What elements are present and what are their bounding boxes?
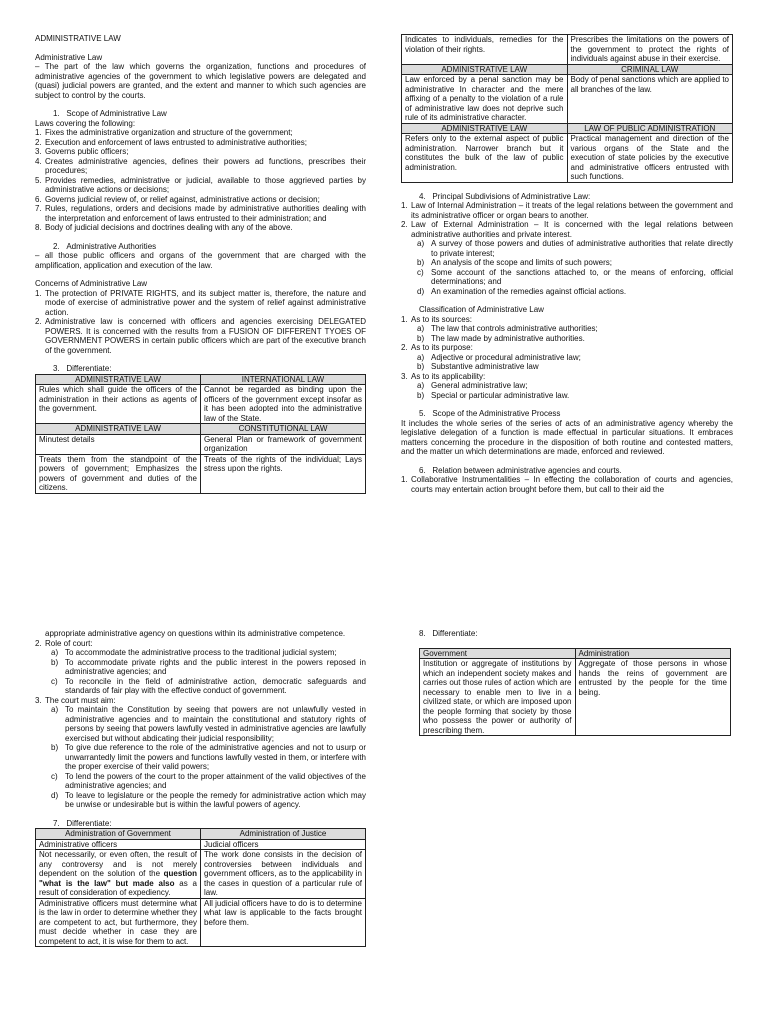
sub-list-item: d) An examination of the remedies against official actions. xyxy=(411,287,733,297)
list-item: 6. Governs judicial review of, or relief against, administrative actions or decision; xyxy=(35,195,366,205)
relation-heading: 6. Relation between administrative agencies and courts. xyxy=(419,465,622,475)
sub-list-item: b) To give due reference to the role of the administrative agencies and not to usurp or unwarrantedly limit the powers and functions lawfully vested in them, or interfere with the proper exercise of their valid powers; xyxy=(45,743,366,772)
table-header-row xyxy=(402,123,733,134)
list-item: 1. The protection of PRIVATE RIGHTS, and its subject matter is, therefore, the nature and mode of exercise of administrative power and the system of relief against administrative action. xyxy=(35,289,366,318)
document-title: ADMINISTRATIVE LAW xyxy=(35,34,121,43)
concerns-list xyxy=(35,289,366,356)
table-row xyxy=(36,898,366,947)
list-item-text: As to its purpose: xyxy=(411,343,473,352)
table-cell: Practical management and direction of the various organs of the State and the execution of state policies by the executive and administrative officers entrusted with such functions. xyxy=(567,134,733,183)
sub-list-item: b) Special or particular administrative law. xyxy=(411,391,733,401)
differentiate-3-table xyxy=(35,374,366,494)
sub-list xyxy=(411,353,733,372)
table-cell: Judicial officers xyxy=(201,839,366,850)
table-cell: Institution or aggregate of institutions by which an independent society makes and carries out those rules of action which are necessary to enable men to live in a civilized state, or which are imposed upon the people forming that society by those who possess the power or authority of prescribing them. xyxy=(420,659,576,736)
table-header-row xyxy=(36,829,366,840)
sub-list-item: a) Adjective or procedural administrative law; xyxy=(411,353,733,363)
page1-right-column xyxy=(401,34,733,494)
table-cell xyxy=(36,850,201,899)
sub-list-item: a) To accommodate the administrative process to the traditional judicial system; xyxy=(45,648,366,658)
list-item: 3. Governs public officers; xyxy=(35,147,366,157)
list-item-text: Law of External Administration – It is concerned with the legal relations between administrative authorities and private interest. xyxy=(411,220,733,239)
sub-list-item: d) To leave to legislature or the people the remedy for administrative action which may be unwise or undesirable but is within the lawful powers of agency. xyxy=(45,791,366,810)
differentiate-8-table xyxy=(419,648,731,737)
table-cell: Rules which shall guide the officers of the administration in their actions as agents of the government. xyxy=(36,385,201,424)
process-heading: 5. Scope of the Administrative Process xyxy=(419,409,561,418)
table-cell: Body of penal sanctions which are applied to all branches of the law. xyxy=(567,75,733,124)
table-cell: Cannot be regarded as binding upon the officers of the government except insofar as it has been adopted into the administrative law of the State. xyxy=(201,385,366,424)
table-row xyxy=(402,134,733,183)
table-cell: LAW OF PUBLIC ADMINISTRATION xyxy=(567,123,733,134)
table-cell: ADMINISTRATIVE LAW xyxy=(36,424,201,435)
table-cell: CRIMINAL LAW xyxy=(567,64,733,75)
table-row xyxy=(420,659,731,736)
sub-list-item: a) A survey of those powers and duties of administrative authorities that relate directly to private interest; xyxy=(411,239,733,258)
relation-continued-text: appropriate administrative agency on questions within its administrative competence. xyxy=(45,629,346,638)
table-row xyxy=(36,454,366,493)
cell-text: as a result of consideration of expediency. xyxy=(39,878,197,897)
list-item: 7. Rules, regulations, orders and decisions made by administrative authorities dealing with the interpretation and enforcement of laws entrusted to their administration; and xyxy=(35,204,366,223)
sub-list-item: b) To accommodate private rights and the public interest in the powers reposed in administrative agencies; and xyxy=(45,658,366,677)
table-cell: INTERNATIONAL LAW xyxy=(201,374,366,385)
table-row xyxy=(402,35,733,65)
table-row xyxy=(36,839,366,850)
list-item xyxy=(401,220,733,296)
subdivisions-heading: 4. Principal Subdivisions of Administrative Law: xyxy=(419,191,591,201)
classification-list xyxy=(401,315,733,401)
table-cell: All judicial officers have to do is to determine what law is applicable to the facts brought before them. xyxy=(201,898,366,947)
authorities-text: – all those public officers and organs of the government that are charged with the amplification, application and execution of the law. xyxy=(35,251,366,270)
table-cell: Treats them from the standpoint of the powers of government; Emphasizes the powers of government and duties of the citizens. xyxy=(36,454,201,493)
table-cell: General Plan or framework of government organization xyxy=(201,434,366,454)
table-row xyxy=(402,75,733,124)
list-item: 2. Administrative law is concerned with officers and agencies exercising DELEGATED POWERS. It is concerned with the results from a FUSION OF DIFFERENT TYOES OF GOVERNMENT POWERS in certain public officers which are part of the executive branch of the government. xyxy=(35,317,366,355)
list-item: 8. Body of judicial decisions and doctrines dealing with any of the above. xyxy=(35,223,366,233)
page2-left-column xyxy=(35,629,366,947)
table-cell: Law enforced by a penal sanction may be administrative In character and the mere affixing of a penalty to the violation of a rule of administrative law does not deprive such rule of its administrative character. xyxy=(402,75,568,124)
table-cell: Refers only to the external aspect of public administration. Narrower branch but it constitutes the bulk of the law of public administration. xyxy=(402,134,568,183)
list-item xyxy=(35,696,366,810)
concerns-heading: Concerns of Administrative Law xyxy=(35,279,148,288)
table-cell: ADMINISTRATIVE LAW xyxy=(402,64,568,75)
list-item-text: Role of court: xyxy=(45,638,93,648)
list-item: 1. Fixes the administrative organization and structure of the government; xyxy=(35,128,366,138)
scope-heading: 1. Scope of Administrative Law xyxy=(53,109,167,118)
sub-list xyxy=(45,705,366,810)
cell-text: Not necessarily, or even often, the result of any controversy and is not merely dependent on the solution of the xyxy=(39,850,197,878)
list-item: 2. Execution and enforcement of laws entrusted to administrative authorities; xyxy=(35,138,366,148)
table-row xyxy=(36,434,366,454)
differentiate-7-heading: 7. Differentiate: xyxy=(53,818,112,828)
definition-text: – The part of the law which governs the organization, functions and procedures of administrative agencies of the government to which legislative powers are delegated and (quasi) judicial powers are granted, and the extent and manner to which such agencies are subject to control by the courts. xyxy=(35,62,366,100)
list-item: 1. Collaborative Instrumentalities – In effecting the collaboration of courts and agencies, courts may entertain action brought before them, but call to their aid the xyxy=(401,475,733,494)
sub-list-item: a) The law that controls administrative authorities; xyxy=(411,324,733,334)
differentiate-3-table-continued xyxy=(401,34,733,183)
table-cell: ADMINISTRATIVE LAW xyxy=(36,374,201,385)
page2-right-column xyxy=(401,629,733,736)
sub-list-item: b) An analysis of the scope and limits of such powers; xyxy=(411,258,733,268)
table-row xyxy=(36,385,366,424)
sub-list xyxy=(411,381,733,400)
table-cell: Indicates to individuals, remedies for the violation of their rights. xyxy=(402,35,568,65)
relation-list xyxy=(401,475,733,494)
table-header-row xyxy=(402,64,733,75)
list-item xyxy=(401,315,733,344)
scope-intro: Laws covering the following: xyxy=(35,118,136,128)
sub-list-item: c) Some account of the sanctions attached to, or the means of enforcing, official determinations; and xyxy=(411,268,733,287)
list-item-text: As to its sources: xyxy=(411,314,472,324)
table-cell: Aggregate of those persons in whose hands the reins of government are entrusted by the people for the time being. xyxy=(575,659,731,736)
table-header-row xyxy=(36,424,366,435)
table-cell: ADMINISTRATIVE LAW xyxy=(402,123,568,134)
table-cell: Administration xyxy=(575,648,731,659)
table-cell: Administrative officers must determine what is the law in order to determine whether they are competent to act, but furthermore, they must decide whether in case they are competent to act, it is wise for them to act. xyxy=(36,898,201,947)
sub-list-item: c) To lend the powers of the court to the proper attainment of the valid objectives of the administrative agencies; and xyxy=(45,772,366,791)
classification-heading: Classification of Administrative Law xyxy=(419,305,544,314)
table-cell: Administration of Government xyxy=(36,829,201,840)
scope-list xyxy=(35,128,366,233)
sub-list-item: a) To maintain the Constitution by seeing that powers are not unlawfully vested in administrative agencies and to maintain the constitutional and statutory rights of persons by seeing that powers lawfully vested in administrative agencies are lawfully exercised but without abdicating their judicial responsibility; xyxy=(45,705,366,743)
sub-list-item: b) Substantive administrative law xyxy=(411,362,733,372)
table-cell: CONSTITUTIONAL LAW xyxy=(201,424,366,435)
list-item xyxy=(401,372,733,401)
list-item: 1. Law of Internal Administration – it treats of the legal relations between the government and its administrative officer or organ bears to another. xyxy=(401,201,733,220)
sub-list xyxy=(45,648,366,696)
process-text: It includes the whole series of the series of acts of an administrative agency whereby the legislative delegation of a function is made effectual in particular situations. It embraces matters concerning the procedure in the disposition of both routine and contested matters, and the matter un which determinations are made, enforced and reviewed. xyxy=(401,418,733,456)
court-list xyxy=(35,639,366,810)
differentiate-3-heading: 3. Differentiate: xyxy=(53,364,112,373)
authorities-heading: 2. Administrative Authorities xyxy=(53,241,157,251)
table-header-row xyxy=(420,648,731,659)
list-item-text: As to its applicability: xyxy=(411,371,486,381)
subdivisions-list xyxy=(401,201,733,296)
cell-text-bold: question "what is the law" but made also xyxy=(39,869,197,888)
sub-list-item: b) The law made by administrative authorities. xyxy=(411,334,733,344)
page1-left-column xyxy=(35,34,366,494)
table-row xyxy=(36,850,366,899)
table-cell: Prescribes the limitations on the powers of the government to protect the rights of individuals against abuse in their exercise. xyxy=(567,35,733,65)
sub-list-item: a) General administrative law; xyxy=(411,381,733,391)
table-header-row xyxy=(36,374,366,385)
table-cell: Minutest details xyxy=(36,434,201,454)
table-cell: The work done consists in the decision of controversies between individuals and government officers, as to the applicability in the cases in question of a particular rule of law. xyxy=(201,850,366,899)
list-item: 5. Provides remedies, administrative or judicial, available to those aggrieved parties by administrative actions or decisions; xyxy=(35,176,366,195)
table-cell: Government xyxy=(420,648,576,659)
sub-list xyxy=(411,239,733,296)
list-item-text: The court must aim: xyxy=(45,695,116,705)
table-cell: Administration of Justice xyxy=(201,829,366,840)
list-item xyxy=(35,639,366,696)
sub-list-item: c) To reconcile in the field of administrative action, democratic safeguards and standards of fair play with the effective conduct of government. xyxy=(45,677,366,696)
differentiate-8-heading: 8. Differentiate: xyxy=(419,629,478,638)
list-item: 4. Creates administrative agencies, defines their powers ad functions, prescribes their procedures; xyxy=(35,157,366,176)
table-cell: Treats of the rights of the individual; Lays stress upon the rights. xyxy=(201,454,366,493)
list-item xyxy=(401,343,733,372)
table-cell: Administrative officers xyxy=(36,839,201,850)
differentiate-7-table xyxy=(35,828,366,947)
sub-list xyxy=(411,324,733,343)
definition-heading: Administrative Law xyxy=(35,52,103,62)
